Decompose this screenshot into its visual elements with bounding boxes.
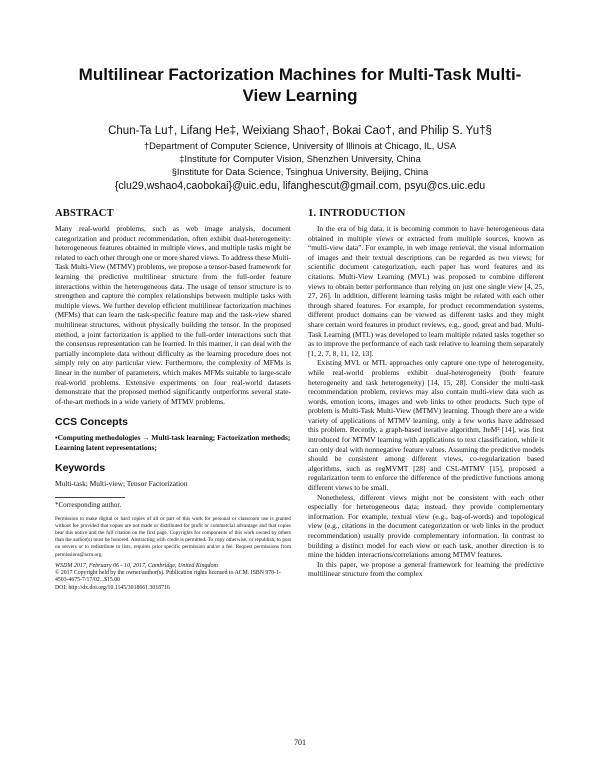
page-number: 701	[294, 738, 306, 747]
corresponding-author-footnote: *Corresponding author.	[55, 501, 122, 510]
intro-paragraph-3: Nonetheless, different views might not be consistent with each other especially for heterogeneous data; instead, they provide complementary information. For example, textual view (e.g., bag-of-words) and topological view (e.g., citations in the document categorization or web links in the product recommendation) usually provide complementary information. In contrast to building a distinct model for each view or each task, another direction is to mine the hidden interactions/correlations among MTMV features.	[308, 492, 544, 560]
author-list: Chun-Ta Lu†, Lifang He‡, Weixiang Shao†, Bokai Cao†, and Philip S. Yu†§	[108, 125, 492, 137]
left-column	[55, 208, 291, 593]
conference-info: WSDM 2017, February 06 - 10, 2017, Cambridge, United Kingdom	[55, 562, 218, 569]
author-emails: {clu29,wshao4,caobokai}@uic.edu, lifanghescut@gmail.com, psyu@cs.uic.edu	[114, 180, 486, 192]
intro-paragraph-2: Existing MVL or MTL approaches only capture one type of heterogeneity, while real-world problems exhibit dual-heterogeneity (both feature heterogeneity and task heterogeneity) [14, 15, 28]. Consider the multi-task recommendation problem, reviews may also contain multi-view data such as words, emotion icons, images and web links to other products. Such type of problem is Multi-Task Multi-View (MTMV) learning. Though there are a wide variety of applications of MTMV learning, only a few works have addressed this problem. Recently, a graph-based iterative algorithm, IteM² [14], was first introduced for MTMV learning with applications to text classification, while it can only deal with nonnegative feature values. Assuming the predictive models should be consistent among different views, co-regularization based algorithms, such as regMVMT [28] and CSL-MTMV [15], proposed a regularization term to enforce the difference of the predictive functions among different views to be small.	[308, 358, 544, 493]
intro-paragraph-1: In the era of big data, it is becoming common to have heterogeneous data obtained in multiple views or extracted from multiple sources, known as “multi-view data”. For example, in web image retrieval, the visual information of images and their textual descriptions can be regarded as two views; for scientific document categorization, each paper has word features and its citations. Multi-View Learning (MVL) was proposed to combine different views to obtain better performance than relying on just one single view [4, 25, 27, 26]. In addition, different learning tasks might be related with each other through shared features. For example, for product recommendation systems, different product domains can be viewed as different tasks and they might share certain word features in product reviews, e.g., good, great and bad. Multi-Task Learning (MTL) was developed to learn multiple related tasks together so as to improve the performance of each task relative to learning them separately [1, 2, 7, 8, 11, 12, 13].	[308, 224, 544, 358]
keywords-text: Multi-task; Multi-view; Tensor Factorization	[55, 479, 188, 489]
abstract-text: Many real-world problems, such as web image analysis, document categorization and product recommendation, often exhibit dual-heterogeneity: heterogeneous features obtained in multiple views, and multiple tasks might be related to each other through one or more shared views. To address these Multi-Task Multi-View (MTMV) problems, we propose a tensor-based framework for learning the predictive multilinear structure from the full-order feature interactions within the heterogeneous data. The usage of tensor structure is to strengthen and capture the complex relationships between multiple tasks with multiple views. We further develop efficient multilinear factorization machines (MFMs) that can learn the task-specific feature map and the task-view shared multilinear structures, without physically building the tensor. In the proposed method, a joint factorization is applied to the full-order interactions such that the consensus representation can be learned. In this manner, it can deal with the partially incomplete data without difficulty as the learning procedure does not simply rely on any particular view. Furthermore, the complexity of MFMs is linear in the number of parameters, which makes MFMs suitable to large-scale real-world problems. Extensive experiments on four real-world datasets demonstrate that the proposed method significantly outperforms several state-of-the-art methods in a wide variety of MTMV problems.	[55, 224, 291, 406]
affiliation-2: ‡Institute for Computer Vision, Shenzhen University, China	[179, 154, 421, 164]
ccs-text: •Computing methodologies → Multi-task learning; Factorization methods; Learning latent representations;	[55, 433, 291, 452]
keywords-heading: Keywords	[55, 462, 106, 475]
abstract-heading: ABSTRACT	[55, 208, 114, 219]
footnote-rule	[55, 497, 125, 498]
right-column	[308, 208, 544, 579]
doi-link[interactable]: DOI: http://dx.doi.org/10.1145/3018661.3018716	[55, 585, 170, 592]
copyright-notice: © 2017 Copyright held by the owner/author(s). Publication rights licensed to ACM. ISBN 978-1-4503-4675-7/17/02...$15.00	[55, 569, 281, 584]
ccs-heading: CCS Concepts	[55, 416, 128, 429]
affiliation-3: §Institute for Data Science, Tsinghua University, Beijing, China	[171, 167, 429, 177]
intro-paragraph-4: In this paper, we propose a general framework for learning the predictive multilinear structure from the complex	[308, 559, 544, 579]
paper-title: Multilinear Factorization Machines for Multi-Task Multi-View Learning	[78, 65, 522, 105]
affiliation-1: †Department of Computer Science, University of Illinois at Chicago, IL, USA	[143, 141, 457, 151]
permission-notice: Permission to make digital or hard copies of all or part of this work for personal or classroom use is granted without fee provided that copies are not made or distributed for profit or commercial advantage and that copies bear this notice and the full citation on the first page. Copyrights for components of this work owned by others than the author(s) must be honored. Abstracting with credit is permitted. To copy otherwise, or republish, to post on servers or to redistribute to lists, requires prior specific permission and/or a fee. Request permissions from permissions@acm.org.	[55, 516, 291, 558]
introduction-heading: 1. INTRODUCTION	[308, 208, 406, 219]
